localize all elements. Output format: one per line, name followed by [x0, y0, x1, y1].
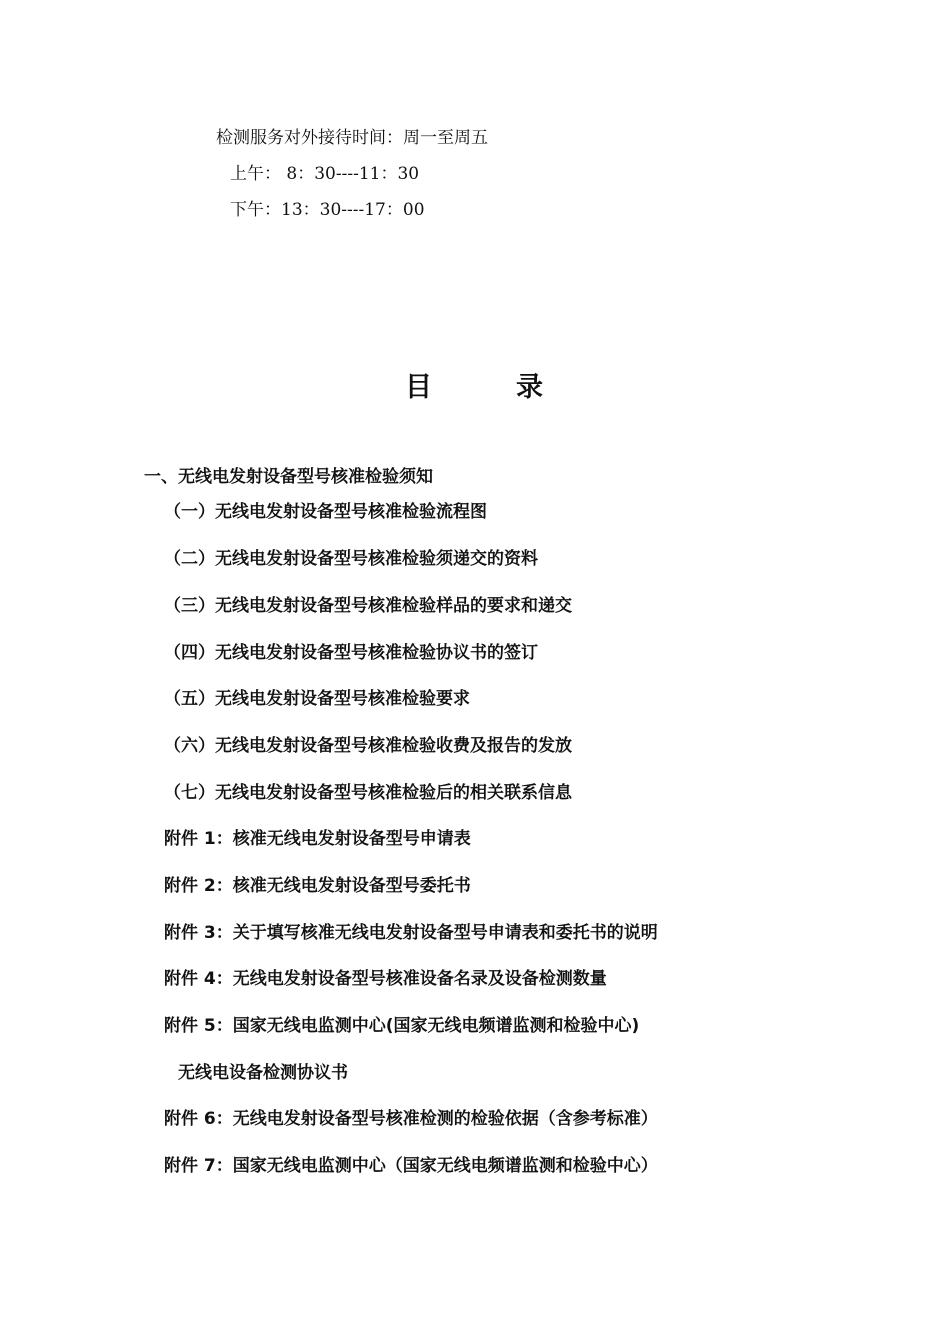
- toc-title: [0, 370, 950, 406]
- service-hours-days: 检测服务对外接待时间：周一至周五: [216, 128, 488, 148]
- toc-item-attachment-5[interactable]: 附件 5：国家无线电监测中心(国家无线电频谱监测和检验中心): [164, 1016, 640, 1036]
- toc-item-6[interactable]: （六）无线电发射设备型号核准检验收费及报告的发放: [164, 736, 572, 756]
- toc-item-attachment-1[interactable]: 附件 1：核准无线电发射设备型号申请表: [164, 829, 471, 849]
- toc-item-1[interactable]: （一）无线电发射设备型号核准检验流程图: [164, 502, 487, 522]
- toc-item-section-1[interactable]: 一、无线电发射设备型号核准检验须知: [144, 467, 433, 487]
- toc-item-attachment-3[interactable]: 附件 3：关于填写核准无线电发射设备型号申请表和委托书的说明: [164, 923, 658, 943]
- toc-item-7[interactable]: （七）无线电发射设备型号核准检验后的相关联系信息: [164, 783, 572, 803]
- service-hours-morning: 上午： 8：30----11：30: [230, 164, 420, 184]
- toc-item-attachment-5-continued[interactable]: 无线电设备检测协议书: [178, 1063, 348, 1083]
- toc-item-attachment-4[interactable]: 附件 4：无线电发射设备型号核准设备名录及设备检测数量: [164, 969, 607, 989]
- toc-item-5[interactable]: （五）无线电发射设备型号核准检验要求: [164, 689, 470, 709]
- toc-title-right: 录: [516, 372, 545, 403]
- toc-item-attachment-7[interactable]: 附件 7：国家无线电监测中心（国家无线电频谱监测和检验中心）: [164, 1156, 658, 1176]
- service-hours-afternoon: 下午：13：30----17：00: [230, 200, 425, 220]
- toc-item-3[interactable]: （三）无线电发射设备型号核准检验样品的要求和递交: [164, 596, 572, 616]
- toc-title-left: 目: [405, 372, 434, 403]
- toc-item-attachment-6[interactable]: 附件 6：无线电发射设备型号核准检测的检验依据（含参考标准）: [164, 1109, 658, 1129]
- toc-item-attachment-2[interactable]: 附件 2：核准无线电发射设备型号委托书: [164, 876, 471, 896]
- toc-item-4[interactable]: （四）无线电发射设备型号核准检验协议书的签订: [164, 643, 538, 663]
- toc-item-2[interactable]: （二）无线电发射设备型号核准检验须递交的资料: [164, 549, 538, 569]
